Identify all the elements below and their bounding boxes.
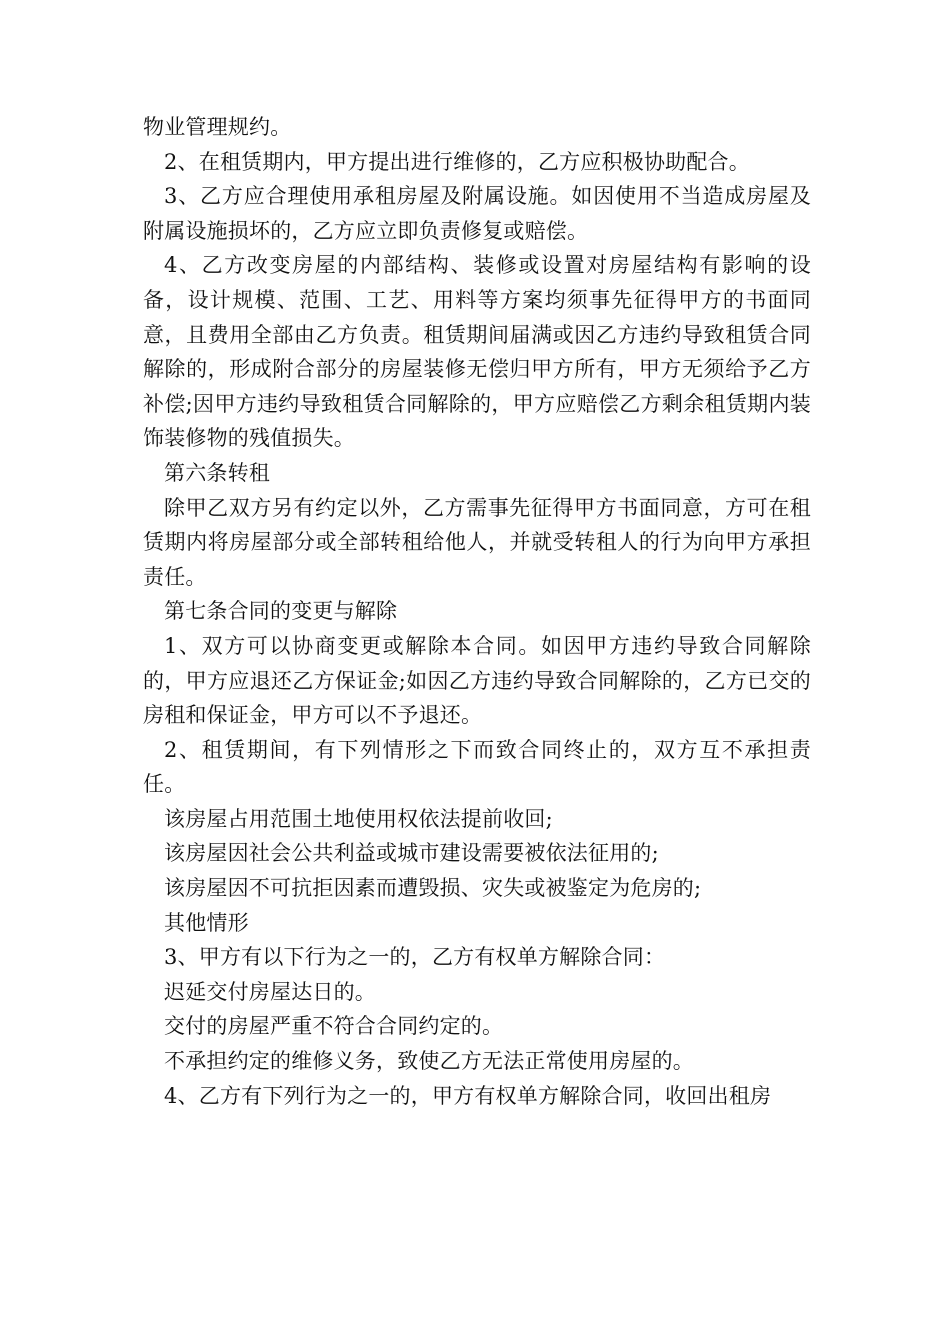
paragraph-12: 3、甲方有以下行为之一的，乙方有权单方解除合同：: [164, 945, 666, 970]
paragraph-8: 该房屋占用范围土地使用权依法提前收回;: [164, 806, 553, 831]
section-heading-article-7: 第七条合同的变更与解除: [164, 599, 398, 624]
paragraph-2: 2、在租赁期内，甲方提出进行维修的，乙方应积极协助配合。: [164, 149, 750, 174]
paragraph-11: 其他情形: [164, 910, 249, 935]
paragraph-15: 不承担约定的维修义务，致使乙方无法正常使用房屋的。: [164, 1049, 694, 1074]
paragraph-16: 4、乙方有下列行为之一的，甲方有权单方解除合同，收回出租房: [164, 1083, 772, 1108]
paragraph-14: 交付的房屋严重不符合合同约定的。: [164, 1014, 504, 1039]
paragraph-13: 迟延交付房屋达日的。: [164, 979, 376, 1004]
paragraph-6: 1、双方可以协商变更或解除本合同。如因甲方违约导致合同解除的，甲方应退还乙方保证金;如因乙方违约导致合同解除的，乙方已交的房租和保证金，甲方可以不予退还。: [143, 633, 811, 728]
paragraph-10: 该房屋因不可抗拒因素而遭毁损、灾失或被鉴定为危房的;: [164, 876, 702, 901]
section-heading-article-6: 第六条转租: [164, 460, 270, 485]
paragraph-4: 4、乙方改变房屋的内部结构、装修或设置对房屋结构有影响的设备，设计规模、范围、工艺、用料等方案均须事先征得甲方的书面同意，且费用全部由乙方负责。租赁期间届满或因乙方违约导致租赁合同解除的，形成附合部分的房屋装修无偿归甲方所有，甲方无须给予乙方补偿;因甲方违约导致租赁合同解除的，甲方应赔偿乙方剩余租赁期内装饰装修物的残值损失。: [143, 253, 811, 451]
paragraph-7: 2、租赁期间，有下列情形之下而致合同终止的，双方互不承担责任。: [143, 737, 811, 797]
document-body: [143, 110, 811, 1113]
paragraph-5: 除甲乙双方另有约定以外，乙方需事先征得甲方书面同意，方可在租赁期内将房屋部分或全部转租给他人，并就受转租人的行为向甲方承担责任。: [143, 495, 811, 589]
paragraph-3: 3、乙方应合理使用承租房屋及附属设施。如因使用不当造成房屋及附属设施损坏的，乙方应立即负责修复或赔偿。: [143, 184, 811, 243]
paragraph-9: 该房屋因社会公共利益或城市建设需要被依法征用的;: [164, 841, 659, 866]
paragraph-1: 物业管理规约。: [143, 115, 292, 139]
